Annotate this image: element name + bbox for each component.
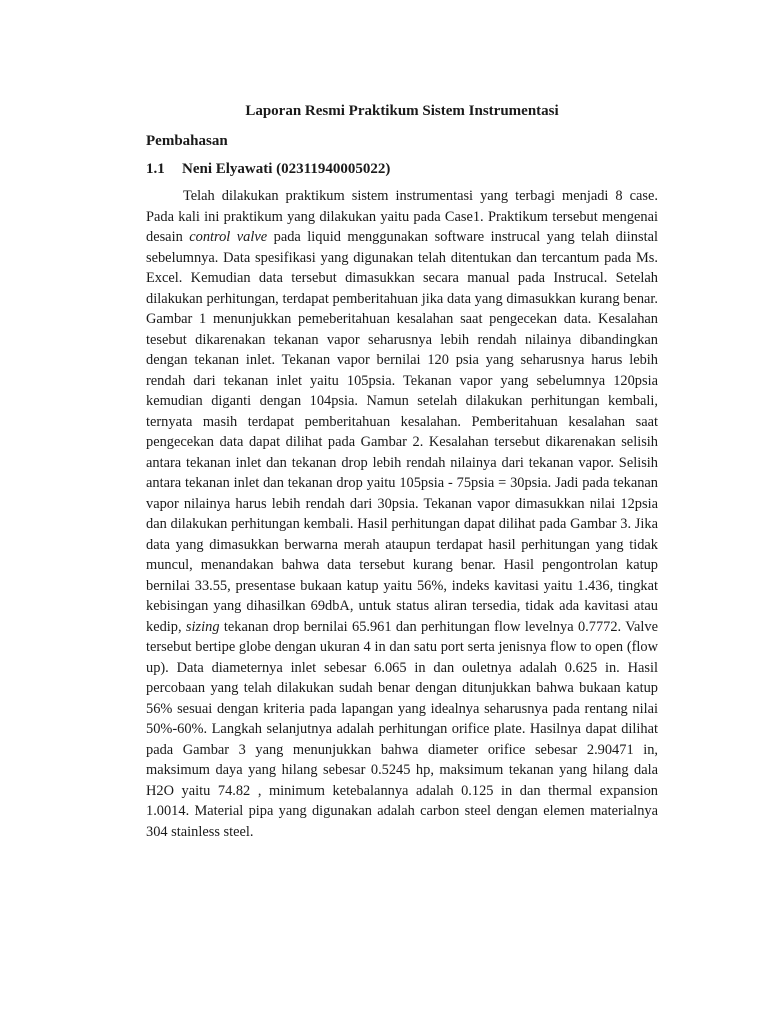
subsection-title: Neni Elyawati (02311940005022) xyxy=(182,161,391,177)
document-title: Laporan Resmi Praktikum Sistem Instrumentasi xyxy=(245,103,559,119)
subsection-number: 1.1 xyxy=(146,161,165,177)
section-heading: Pembahasan xyxy=(146,133,228,149)
paragraph-text-part1: Telah dilakukan praktikum sistem instrumentasi yang terbagi menjadi 8 case. Pada kali ini praktikum yang dilakukan yaitu pada Case1. Praktikum tersebut mengenai desain xyxy=(146,188,658,245)
subsection-heading xyxy=(146,158,658,180)
document-page xyxy=(146,100,658,842)
body-paragraph xyxy=(146,186,658,842)
paragraph-italic-control-valve: control valve xyxy=(189,229,268,245)
paragraph-text-part2: pada liquid menggunakan software instrucal yang telah diinstal sebelumnya. Data spesifikasi yang digunakan telah ditentukan dan tercantum pada Ms. Excel. Kemudian data tersebut dimasukkan secara manual pada Instrucal. Setelah dilakukan perhitungan, terdapat pemberitahuan jika data yang dimasukkan kurang benar. Gambar 1 menunjukkan pemeberitahuan kesalahan saat pengecekan data. Kesalahan tesebut dikarenakan tekanan vapor seharusnya lebih rendah nilainya dibandingkan dengan tekanan inlet. Tekanan vapor bernilai 120 psia yang seharusnya harus lebih rendah dari tekanan inlet yaitu 105psia. Tekanan vapor yang sebelumnya 120psia kemudian diganti dengan 104psia. Namun setelah dilakukan perhitungan kembali, ternyata masih terdapat pemberitahuan kesalahan. Pemberitahuan kesalahan saat pengecekan data dapat dilihat pada Gambar 2. Kesalahan tersebut dikarenakan selisih antara tekanan inlet dan tekanan drop lebih rendah nilainya dari tekanan vapor. Selisih antara tekanan inlet dan tekanan drop yaitu 105psia - 75psia = 30psia. Jadi pada tekanan vapor nilainya harus lebih rendah dari 30psia. Tekanan vapor dimasukkan nilai 12psia dan dilakukan perhitungan kembali. Hasil perhitungan dapat dilihat pada Gambar 3. Jika data yang dimasukkan berwarna merah ataupun terdapat hasil perhitungan yang tidak muncul, menandakan bahwa data tersebut kurang benar. Hasil pengontrolan katup bernilai 33.55, presentase bukaan katup yaitu 56%, indeks kavitasi yaitu 1.436, tingkat kebisingan yang dihasilkan 69dbA, untuk status aliran tersedia, tidak ada kavitasi atau kedip, xyxy=(146,229,658,635)
paragraph-italic-sizing: sizing xyxy=(185,618,220,635)
paragraph-text-part3: tekanan drop bernilai 65.961 dan perhitungan flow levelnya 0.7772. Valve tersebut bertipe globe dengan ukuran 4 in dan satu port serta jenisnya flow to open (flow up). Data diameternya inlet sebesar 6.065 in dan ouletnya adalah 0.625 in. Hasil percobaan yang telah dilakukan sudah benar dengan ditunjukkan bahwa bukaan katup 56% sesuai dengan kriteria pada lapangan yang idealnya seharusnya pada rentang nilai 50%-60%. Langkah selanjutnya adalah perhitungan orifice plate. Hasilnya dapat dilihat pada Gambar 3 yang menunjukkan bahwa diameter orifice sebesar 2.90471 in, maksimum daya yang hilang sebesar 0.5245 hp, maksimum tekanan yang hilang dala H2O yaitu 74.82 , minimum ketebalannya adalah 0.125 in dan thermal expansion 1.0014. Material pipa yang digunakan adalah carbon steel dengan elemen materialnya 304 stainless steel. xyxy=(146,618,658,840)
